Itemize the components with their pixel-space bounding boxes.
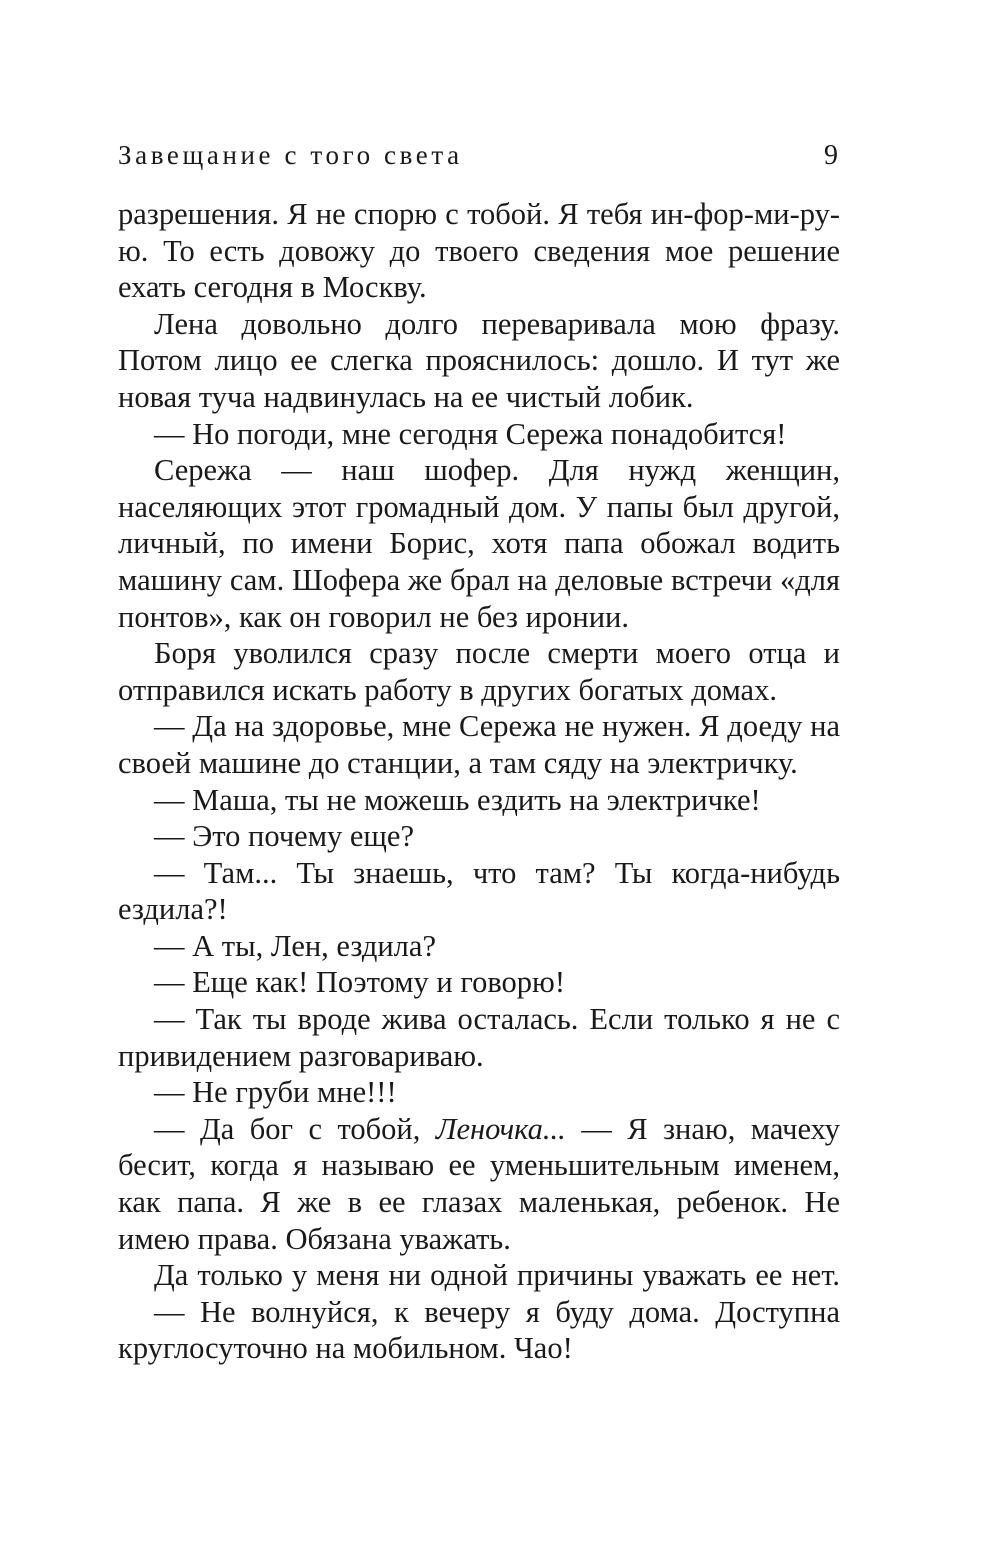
- dialogue-line: — А ты, Лен, ездила?: [154, 928, 436, 963]
- dialogue-line: — Это почему еще?: [154, 819, 414, 854]
- dialogue-text: — Да бог с тобой,: [154, 1111, 436, 1146]
- dialogue-line: — Но погоди, мне сегодня Сережа понадобится!: [154, 416, 787, 451]
- dialogue-line: — Не волнуйся, к вечеру я буду дома. Доступна круглосуточно на мобильном. Чао!: [118, 1294, 840, 1366]
- dialogue-text: — Я знаю, мачеху бесит, когда я называю ее уменьшительным именем, как папа. Я же в ее глазах маленькая, ребенок. Не имею права. Обязана уважать.: [118, 1111, 840, 1256]
- italic-name: Леночка...: [435, 1111, 566, 1146]
- dialogue-line: — Так ты вроде жива осталась. Если только я не с привидением разговариваю.: [118, 1002, 840, 1073]
- dialogue-line: — Да на здоровье, мне Сережа не нужен. Я доеду на своей машине до станции, а там сяду на электричку.: [118, 709, 840, 780]
- paragraph: Сережа — наш шофер. Для нужд женщин, населяющих этот громадный дом. У папы был другой, личный, по имени Борис, хотя папа обожал водить машину сам. Шофера же брал на деловые встречи «для понтов», как он говорил не без иронии.: [118, 453, 840, 634]
- paragraph: Лена довольно долго переваривала мою фразу. Потом лицо ее слегка прояснилось: дошло. И тут же новая туча надвинулась на ее чистый лобик.: [118, 306, 840, 414]
- paragraph: Боря уволился сразу после смерти моего отца и отправился искать работу в других богатых домах.: [118, 636, 840, 707]
- body-text: [118, 196, 840, 1367]
- page-number: 9: [824, 140, 838, 171]
- dialogue-line: — Там... Ты знаешь, что там? Ты когда-нибудь ездила?!: [118, 855, 840, 927]
- running-title: Завещание с того света: [118, 140, 463, 170]
- running-header: [118, 138, 840, 196]
- dialogue-line: — Еще как! Поэтому и говорю!: [154, 965, 565, 1000]
- book-page: [118, 138, 840, 1367]
- dialogue-line: — Маша, ты не можешь ездить на электричке!: [154, 782, 761, 817]
- paragraph: разрешения. Я не спорю с тобой. Я тебя ин-фор-ми-ру-ю. То есть довожу до твоего сведения мое решение ехать сегодня в Москву.: [118, 197, 840, 305]
- dialogue-line: — Не груби мне!!!: [154, 1075, 397, 1110]
- dialogue-line: [118, 1111, 840, 1257]
- paragraph: Да только у меня ни одной причины уважать ее нет.: [154, 1258, 840, 1293]
